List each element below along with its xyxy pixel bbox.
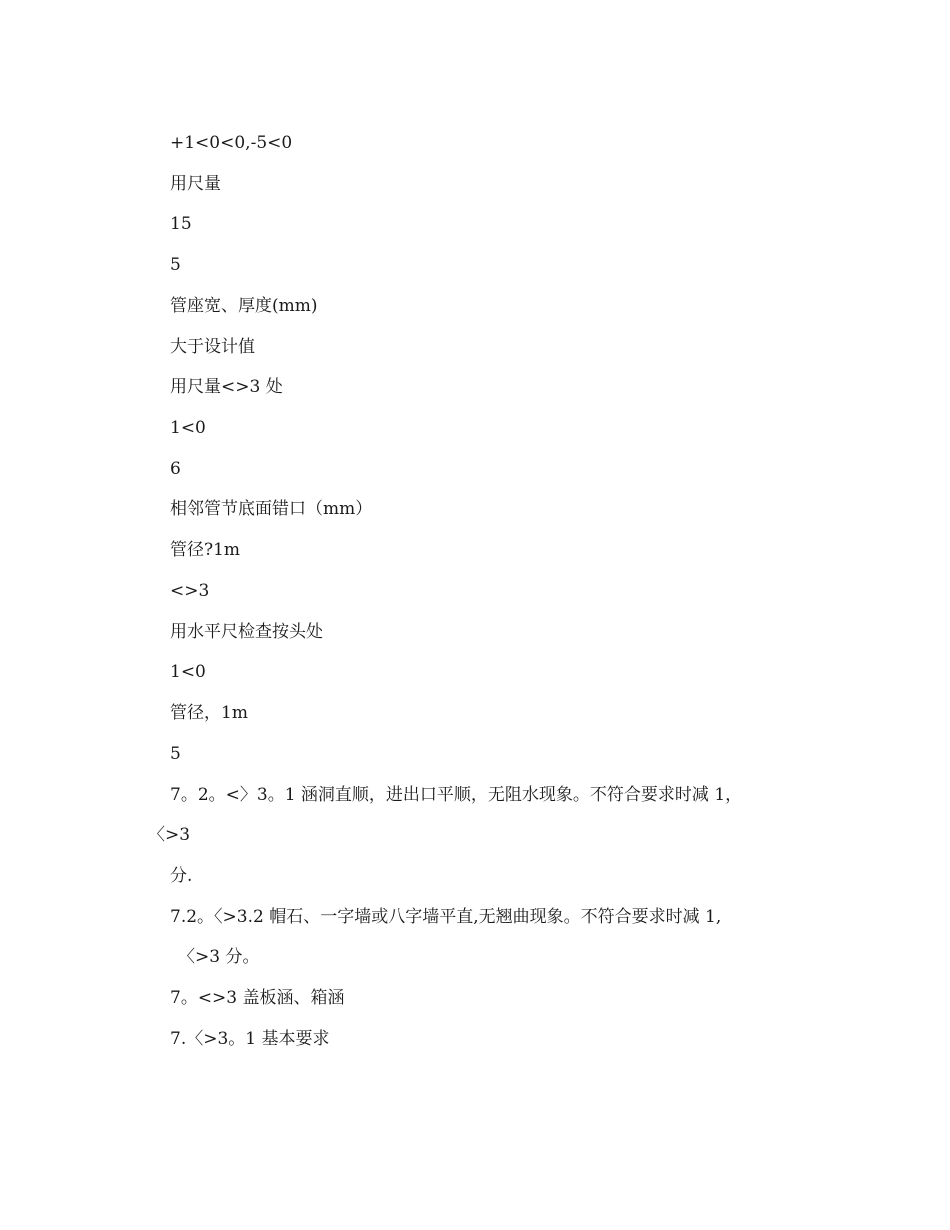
text-line: 7。<>3 盖板涵、箱涵 xyxy=(170,988,345,1008)
text-line: 管径，1m xyxy=(170,703,248,723)
text-line: 用尺量 xyxy=(170,174,221,194)
text-line: 〈>3 分。 xyxy=(178,947,260,967)
text-line: 管座宽、厚度(mm) xyxy=(170,296,318,316)
text-line: 6 xyxy=(170,459,181,479)
text-line: 5 xyxy=(170,255,181,275)
text-line: 用尺量<>3 处 xyxy=(170,377,283,397)
text-line: 大于设计值 xyxy=(170,337,255,357)
text-line: 管径?1m xyxy=(170,540,241,560)
text-line: +1<0<0,-5<0 xyxy=(170,133,293,153)
text-line: 7.2。〈>3.2 帽石、一字墙或八字墙平直,无翘曲现象。不符合要求时减 1, xyxy=(170,907,722,927)
text-line: 15 xyxy=(170,214,192,234)
text-line: 〈>3 xyxy=(148,825,191,845)
text-line: 7。2。<〉3。1 涵洞直顺，进出口平顺，无阻水现象。不符合要求时减 1， xyxy=(170,785,743,805)
text-line: 1<0 xyxy=(170,418,206,438)
text-line: 用水平尺检查按头处 xyxy=(170,622,323,642)
text-line: 1<0 xyxy=(170,662,206,682)
text-line: <>3 xyxy=(170,581,210,601)
text-line: 7.〈>3。1 基本要求 xyxy=(170,1029,330,1049)
text-line: 5 xyxy=(170,744,181,764)
text-line: 分. xyxy=(170,866,193,886)
text-line: 相邻管节底面错口（mm） xyxy=(170,499,373,519)
